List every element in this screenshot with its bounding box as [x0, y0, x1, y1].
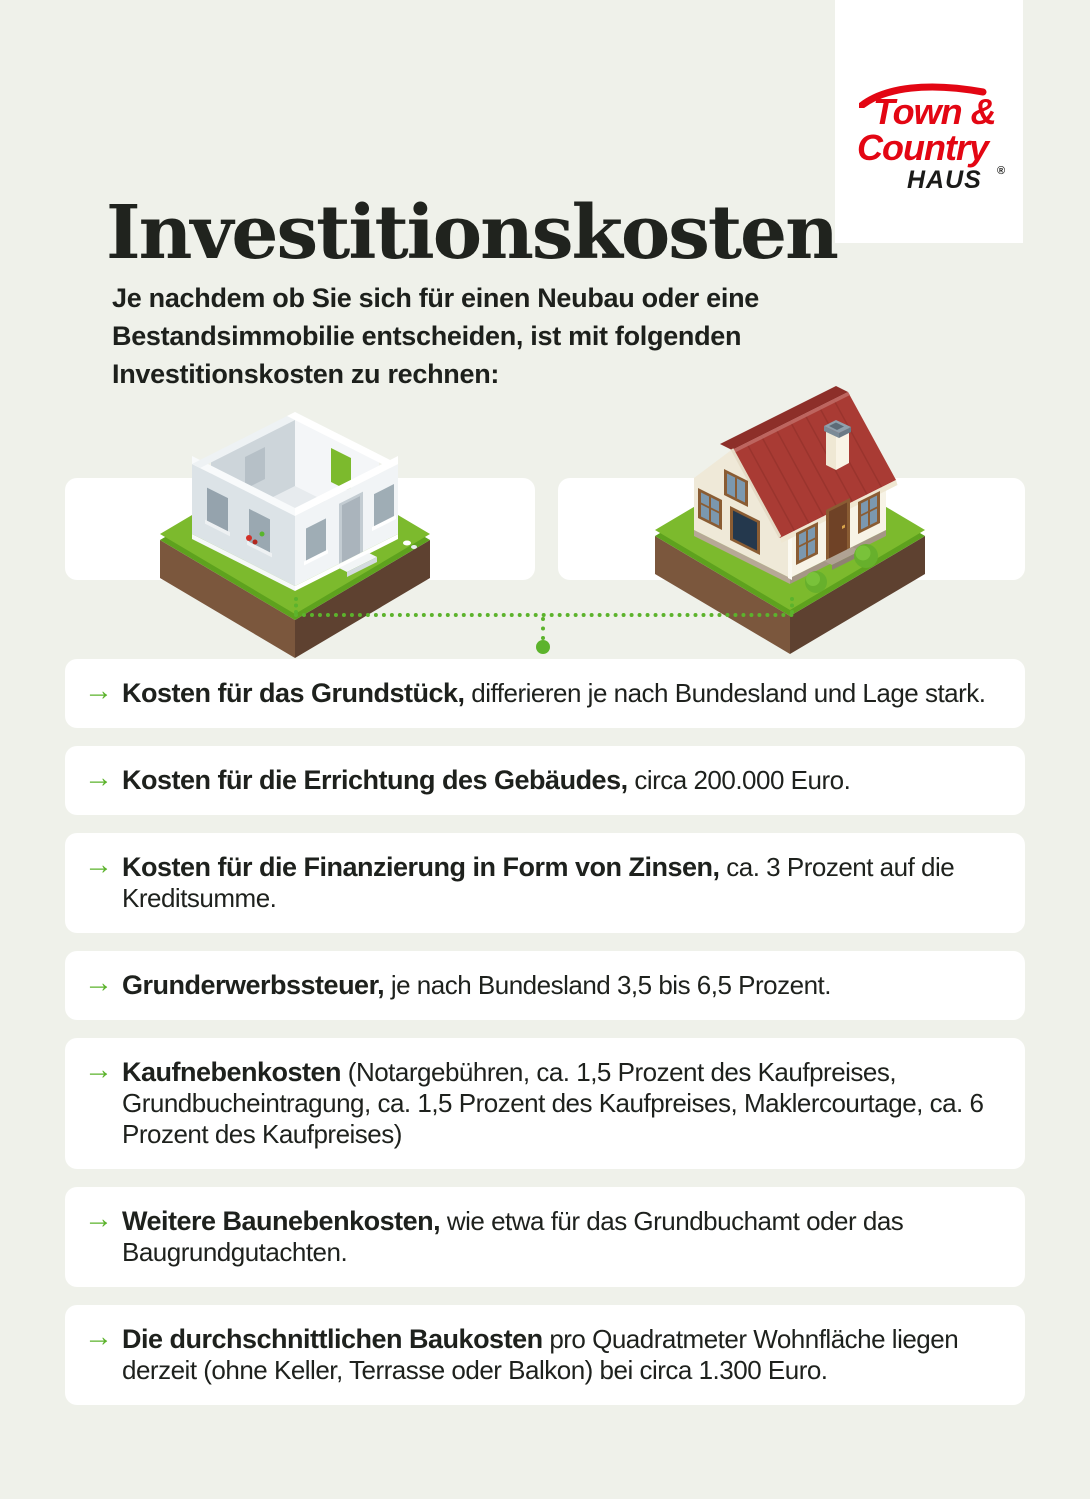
- logo-line-haus: HAUS: [907, 166, 982, 194]
- connector-dot: [536, 640, 550, 654]
- list-item: [65, 746, 1025, 815]
- item-lead: Kaufnebenkosten: [122, 1057, 342, 1087]
- item-lead: Die durchschnittlichen Baukosten: [122, 1324, 543, 1354]
- item-rest: ca. 3 Prozent auf die Kreditsumme.: [122, 852, 955, 913]
- arrow-icon: →: [84, 1321, 113, 1353]
- arrow-icon: →: [84, 675, 113, 707]
- item-rest: differieren je nach Bundesland und Lage stark.: [471, 678, 986, 708]
- item-lead: Kosten für das Grundstück,: [122, 678, 465, 708]
- intro-text: [112, 279, 759, 393]
- arrow-icon: →: [84, 967, 113, 999]
- logo-registered-mark: ®: [997, 165, 1006, 177]
- connector-stem-left: [294, 597, 298, 614]
- shell-construction-house-illustration: [145, 390, 445, 660]
- logo-line-town: Town &: [873, 91, 996, 132]
- town-and-country-logo: [851, 86, 1011, 226]
- arrow-icon: →: [84, 849, 113, 881]
- list-item: [65, 833, 1025, 933]
- logo-line-country: Country: [857, 127, 988, 168]
- connector-stem-center: [541, 617, 545, 640]
- logo-box: [835, 0, 1023, 243]
- item-lead: Kosten für die Finanzierung in Form von Zinsen,: [122, 852, 720, 882]
- item-lead: Weitere Baunebenkosten,: [122, 1206, 441, 1236]
- list-item: [65, 1038, 1025, 1169]
- intro-line-2: Bestandsimmobilie entscheiden, ist mit folgenden: [112, 321, 742, 351]
- item-rest: circa 200.000 Euro.: [634, 765, 851, 795]
- list-item: [65, 1305, 1025, 1405]
- item-lead: Kosten für die Errichtung des Gebäudes,: [122, 765, 628, 795]
- intro-line-1: Je nachdem ob Sie sich für einen Neubau oder eine: [112, 283, 759, 313]
- item-rest: pro Quadratmeter Wohnfläche liegen derzeit (ohne Keller, Terrasse oder Balkon) bei circa 1.300 Euro.: [122, 1324, 959, 1385]
- intro-line-3: Investitionskosten zu rechnen:: [112, 359, 500, 389]
- item-rest: je nach Bundesland 3,5 bis 6,5 Prozent.: [390, 970, 831, 1000]
- item-rest: wie etwa für das Grundbuchamt oder das Baugrundgutachten.: [122, 1206, 904, 1267]
- list-item: [65, 659, 1025, 728]
- arrow-icon: →: [84, 762, 113, 794]
- list-item: [65, 951, 1025, 1020]
- cost-item-list: [65, 659, 1025, 1423]
- connector-stem-right: [790, 597, 794, 614]
- item-rest: (Notargebühren, ca. 1,5 Prozent des Kaufpreises, Grundbucheintragung, ca. 1,5 Prozent des Kaufpreises, Maklercourtage, ca. 6 Prozent des Kaufpreises): [122, 1057, 984, 1149]
- arrow-icon: →: [84, 1054, 113, 1086]
- page-title: Investitionskosten: [106, 189, 837, 276]
- list-item: [65, 1187, 1025, 1287]
- item-lead: Grunderwerbssteuer,: [122, 970, 385, 1000]
- arrow-icon: →: [84, 1203, 113, 1235]
